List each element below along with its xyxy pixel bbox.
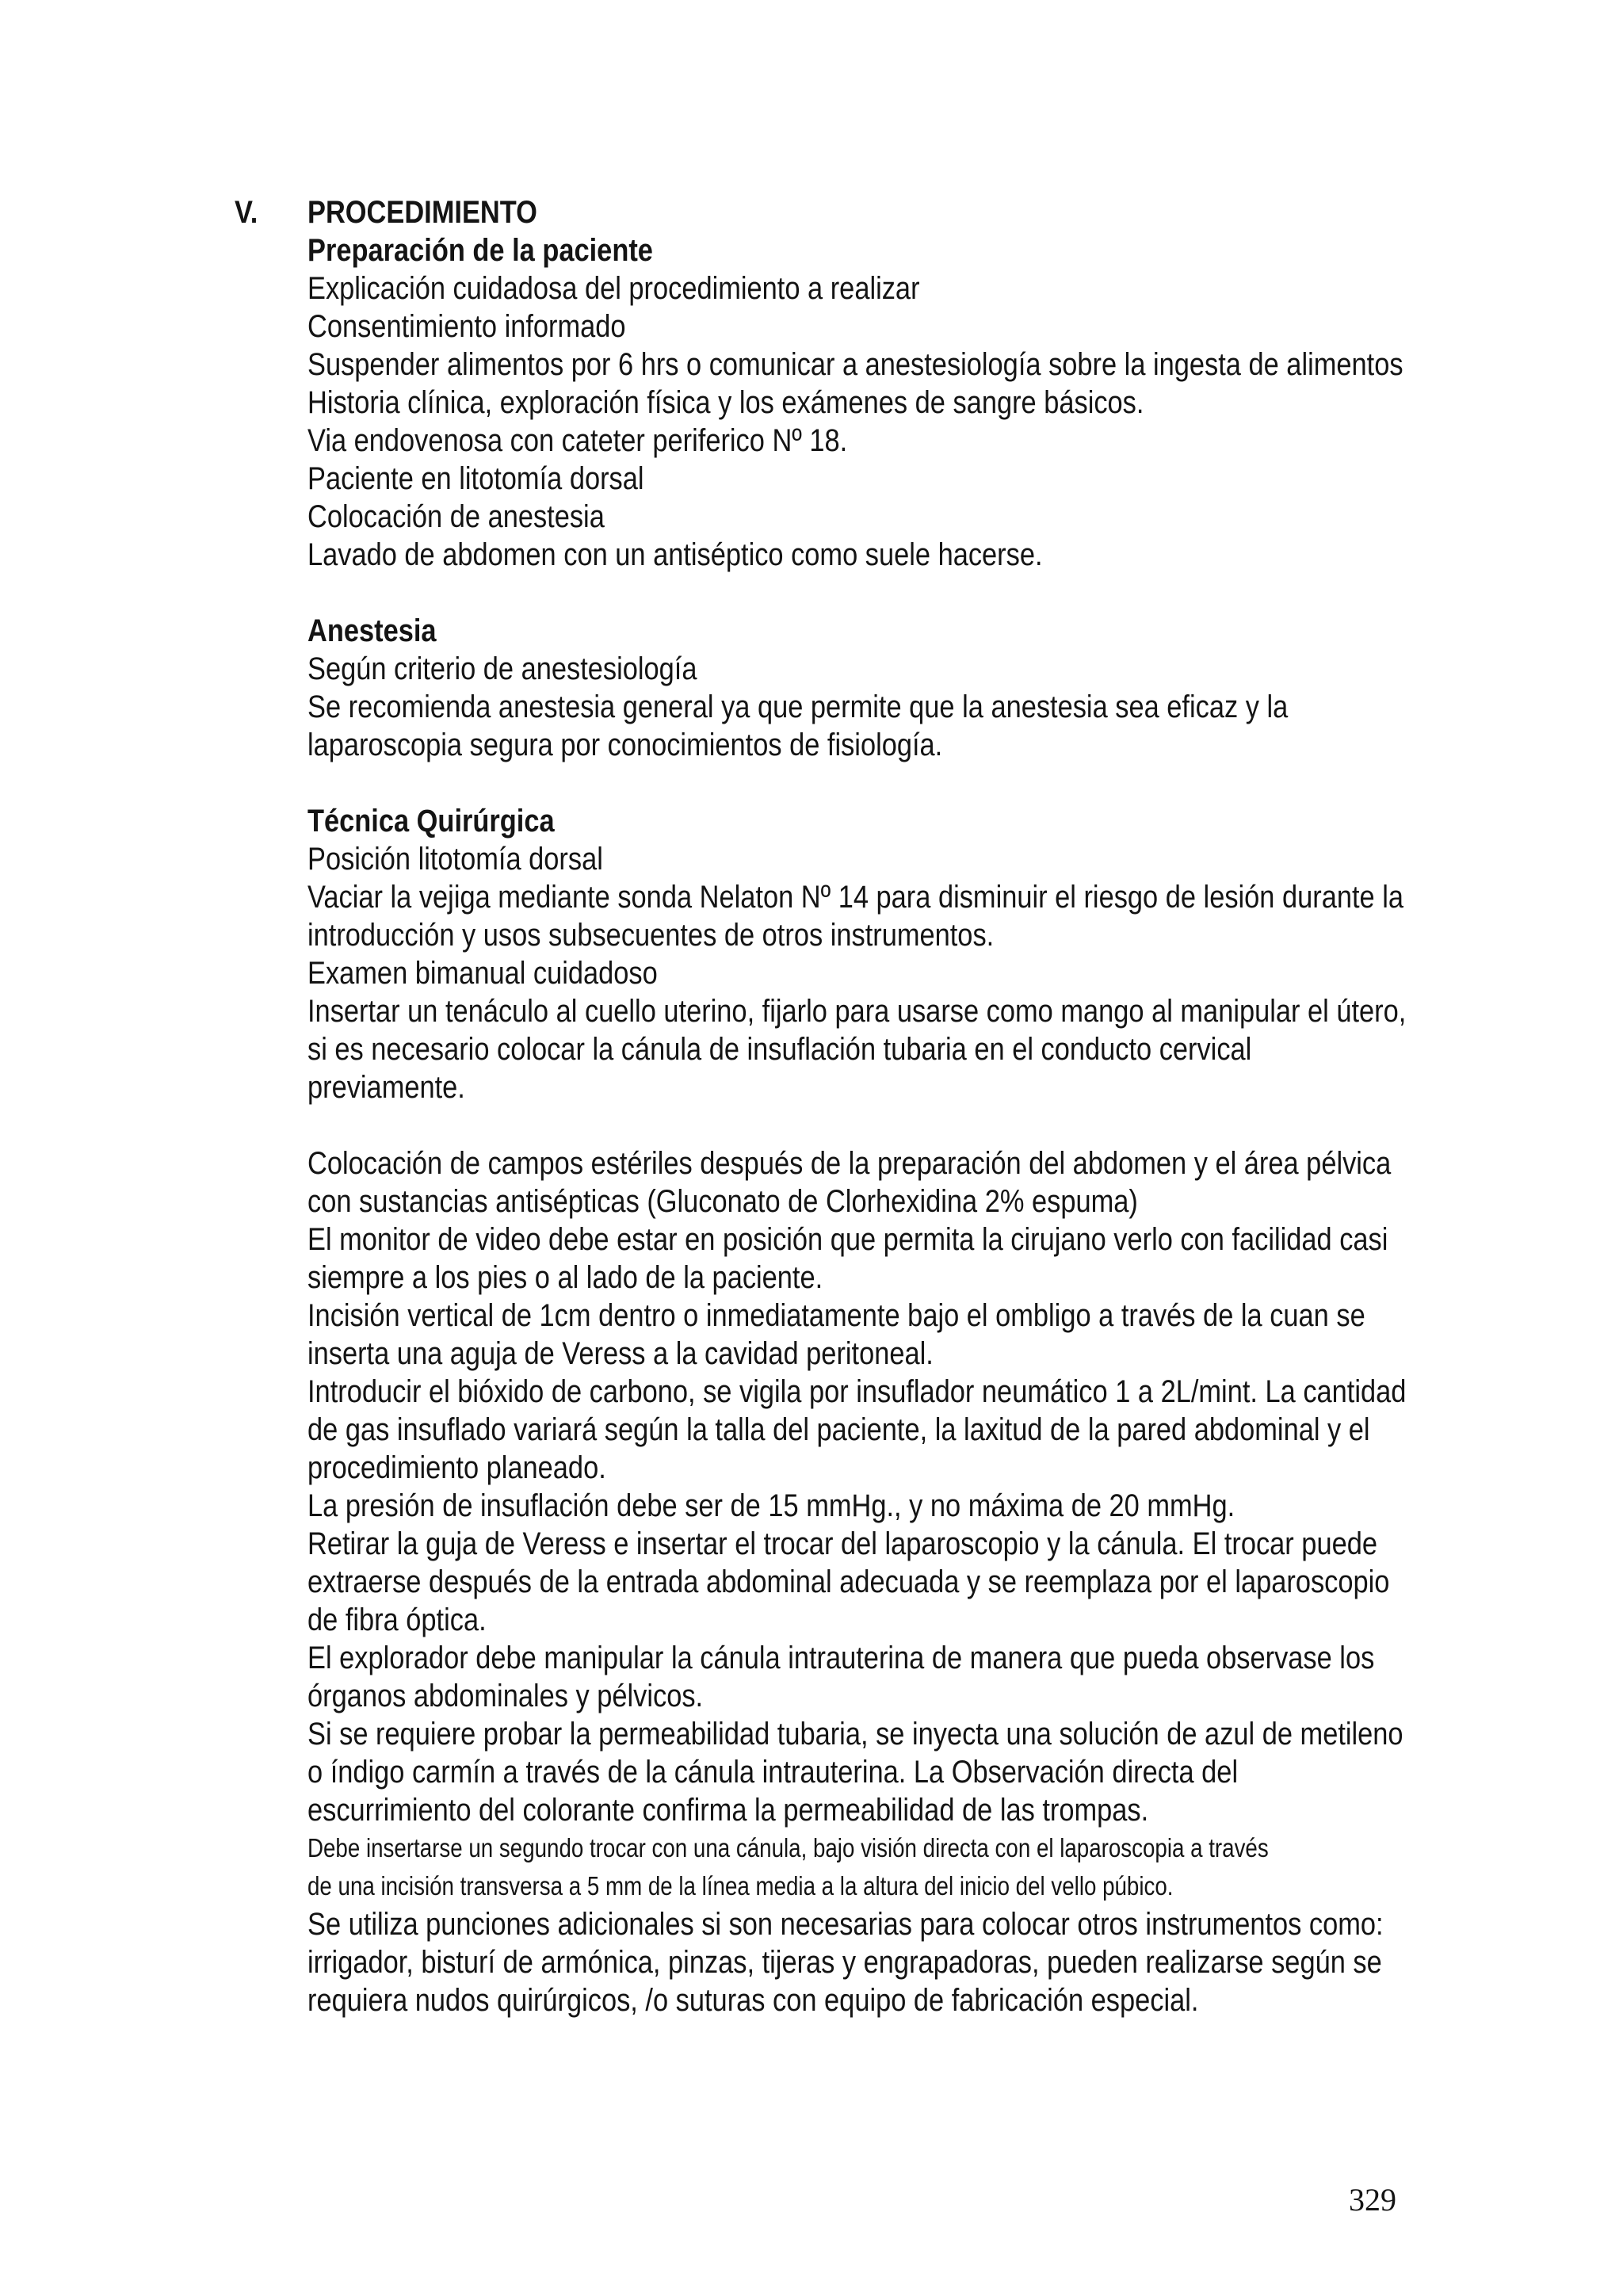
spacer <box>307 1106 1398 1144</box>
text-line: escurrimiento del colorante confirma la permeabilidad de las trompas. <box>307 1793 1149 1828</box>
text-line: introducción y usos subsecuentes de otros instrumentos. <box>307 918 995 953</box>
text-line: con sustancias antisépticas (Gluconato de Clorhexidina 2% espuma) <box>307 1184 1138 1219</box>
small-text-line: Debe insertarse un segundo trocar con una cánula, bajo visión directa con el laparoscopia a través <box>307 1833 1269 1862</box>
content-body <box>307 193 1407 2019</box>
text-line: Historia clínica, exploración física y los exámenes de sangre básicos. <box>307 385 1144 420</box>
section-number: V. <box>235 195 258 230</box>
text-line: El monitor de video debe estar en posición que permita la cirujano verlo con facilidad casi <box>307 1222 1388 1257</box>
text-line: Incisión vertical de 1cm dentro o inmediatamente bajo el ombligo a través de la cuan se <box>307 1298 1365 1333</box>
text-line: procedimiento planeado. <box>307 1450 606 1485</box>
text-line: extraerse después de la entrada abdominal adecuada y se reemplaza por el laparoscopio <box>307 1564 1390 1599</box>
text-line: Insertar un tenáculo al cuello uterino, fijarlo para usarse como mango al manipular el útero, <box>307 994 1407 1029</box>
section-title: PROCEDIMIENTO <box>307 195 537 230</box>
text-line: El explorador debe manipular la cánula intrauterina de manera que pueda observase los <box>307 1641 1375 1675</box>
text-line: Lavado de abdomen con un antiséptico como suele hacerse. <box>307 537 1043 572</box>
small-text-line: de una incisión transversa a 5 mm de la línea media a la altura del inicio del vello púbico. <box>307 1871 1174 1901</box>
text-line: Vaciar la vejiga mediante sonda Nelaton Nº 14 para disminuir el riesgo de lesión durante la <box>307 880 1403 915</box>
text-line: laparoscopia segura por conocimientos de fisiología. <box>307 728 943 762</box>
text-line: Colocación de anestesia <box>307 499 605 534</box>
text-line: o índigo carmín a través de la cánula intrauterina. La Observación directa del <box>307 1755 1239 1790</box>
text-line: Explicación cuidadosa del procedimiento a realizar <box>307 271 920 306</box>
text-line: Examen bimanual cuidadoso <box>307 956 658 991</box>
text-line: Según criterio de anestesiología <box>307 651 697 686</box>
text-line: Se recomienda anestesia general ya que permite que la anestesia sea eficaz y la <box>307 690 1289 724</box>
text-line: Suspender alimentos por 6 hrs o comunicar a anestesiología sobre la ingesta de alimentos <box>307 347 1403 382</box>
text-line: órganos abdominales y pélvicos. <box>307 1679 704 1713</box>
text-line: si es necesario colocar la cánula de insuflación tubaria en el conducto cervical <box>307 1032 1252 1067</box>
text-line: Se utiliza punciones adicionales si son necesarias para colocar otros instrumentos como: <box>307 1907 1384 1942</box>
spacer <box>307 574 1398 612</box>
text-line: Si se requiere probar la permeabilidad tubaria, se inyecta una solución de azul de metileno <box>307 1717 1403 1752</box>
text-line: de fibra óptica. <box>307 1603 487 1637</box>
spacer <box>307 764 1398 802</box>
page-number: 329 <box>1349 2182 1396 2218</box>
text-line: inserta una aguja de Veress a la cavidad peritoneal. <box>307 1336 934 1371</box>
text-line: irrigador, bisturí de armónica, pinzas, tijeras y engrapadoras, pueden realizarse según se <box>307 1945 1382 1980</box>
text-line: siempre a los pies o al lado de la paciente. <box>307 1260 823 1295</box>
text-line: previamente. <box>307 1070 465 1105</box>
text-line: Retirar la guja de Veress e insertar el trocar del laparoscopio y la cánula. El trocar puede <box>307 1526 1377 1561</box>
text-line: Via endovenosa con cateter periferico Nº 18. <box>307 423 848 458</box>
heading-anestesia: Anestesia <box>307 613 437 648</box>
text-line: Introducir el bióxido de carbono, se vigila por insuflador neumático 1 a 2L/mint. La cantidad <box>307 1374 1407 1409</box>
heading-preparacion: Preparación de la paciente <box>307 233 653 268</box>
text-line: requiera nudos quirúrgicos, /o suturas con equipo de fabricación especial. <box>307 1983 1199 2018</box>
text-line: Consentimiento informado <box>307 309 626 344</box>
text-line: La presión de insuflación debe ser de 15 mmHg., y no máxima de 20 mmHg. <box>307 1488 1235 1523</box>
text-line: Paciente en litotomía dorsal <box>307 461 644 496</box>
heading-tecnica: Técnica Quirúrgica <box>307 804 555 839</box>
text-line: Colocación de campos estériles después de la preparación del abdomen y el área pélvica <box>307 1146 1392 1181</box>
text-line: Posición litotomía dorsal <box>307 842 603 877</box>
text-line: de gas insuflado variará según la talla del paciente, la laxitud de la pared abdominal y el <box>307 1412 1370 1447</box>
